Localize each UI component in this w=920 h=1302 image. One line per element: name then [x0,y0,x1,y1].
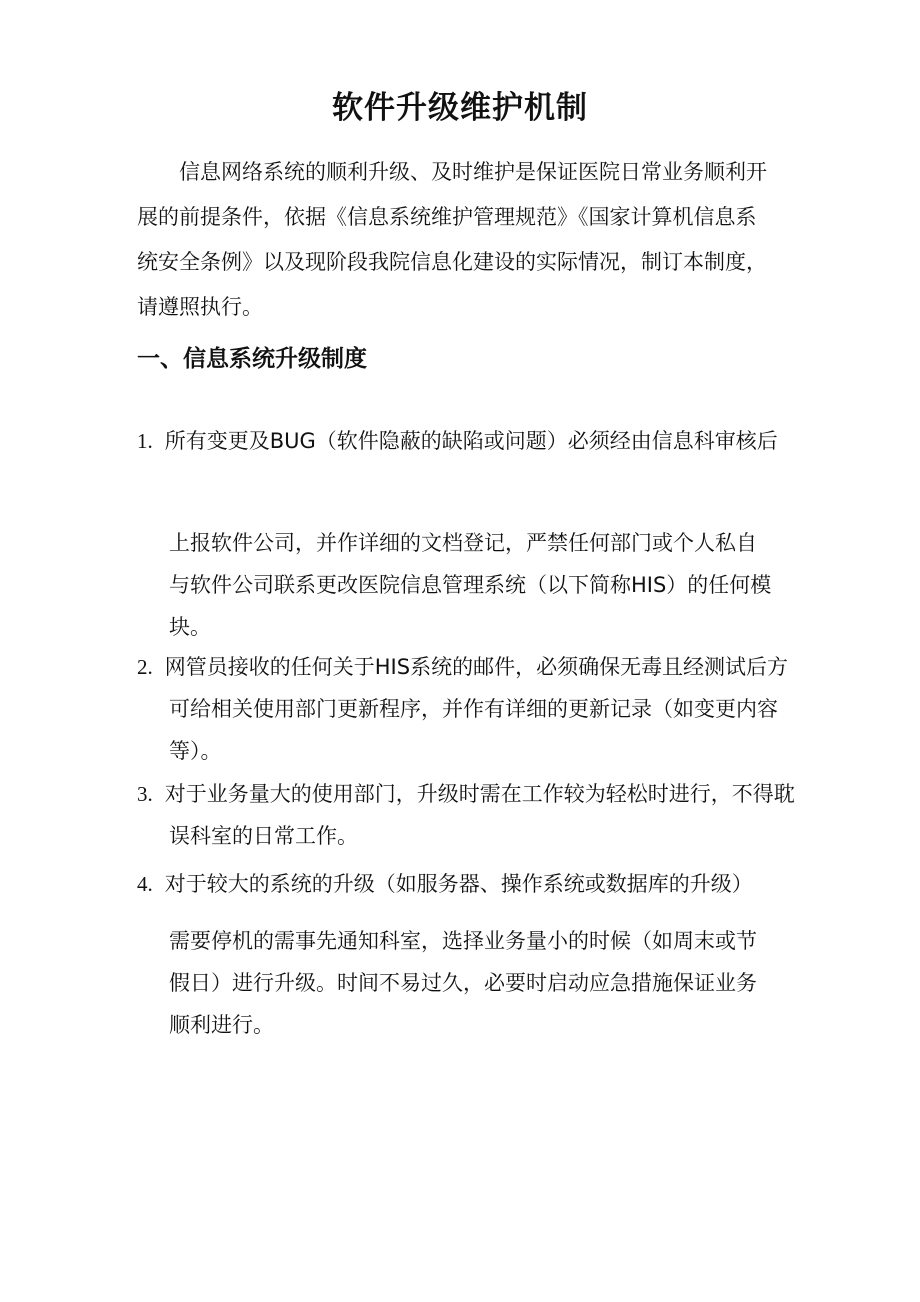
intro-paragraph: 信息网络系统的顺利升级、及时维护是保证医院日常业务顺利开展的前提条件，依据《信息系统维护管理规范》《国家计算机信息系统安全条例》以及现阶段我院信息化建设的实际情况，制订本制度，请遵照执行。 [137,160,767,319]
list-item-1 [137,414,809,469]
list-item-4 [137,863,809,905]
list-item-number: 1. [137,429,153,453]
list-item-continuation-text: 上报软件公司，并作详细的文档登记，严禁任何部门或个人私自与软件公司联系更改医院信息管理系统（以下简称HIS）的任何模块。 [169,531,772,639]
list-item-number: 2. [137,655,153,679]
list-item-continuation-text: 需要停机的需事先通知科室，选择业务量小的时候（如周末或节假日）进行升级。时间不易过久，必要时启动应急措施保证业务顺利进行。 [169,929,757,1037]
list-item-text: 所有变更及BUG（软件隐蔽的缺陷或问题）必须经由信息科审核后 [164,429,778,453]
list-item-4-continuation [137,920,777,1046]
list-item-1-continuation [137,522,777,648]
document-title: 软件升级维护机制 [332,90,588,126]
list-item-text: 对于业务量大的使用部门，升级时需在工作较为轻松时进行，不得耽误科室的日常工作。 [164,782,795,848]
list-item-number: 3. [137,782,153,806]
list-item-text: 网管员接收的任何关于HIS系统的邮件，必须确保无毒且经测试后方可给相关使用部门更新程序，并作有详细的更新记录（如变更内容等）。 [164,655,789,763]
list-item-number: 4. [137,872,153,896]
section-heading: 一、信息系统升级制度 [137,346,367,372]
list-item-text: 对于较大的系统的升级（如服务器、操作系统或数据库的升级） [164,872,753,896]
list-item-3 [137,773,809,857]
list-item-2 [137,646,809,772]
